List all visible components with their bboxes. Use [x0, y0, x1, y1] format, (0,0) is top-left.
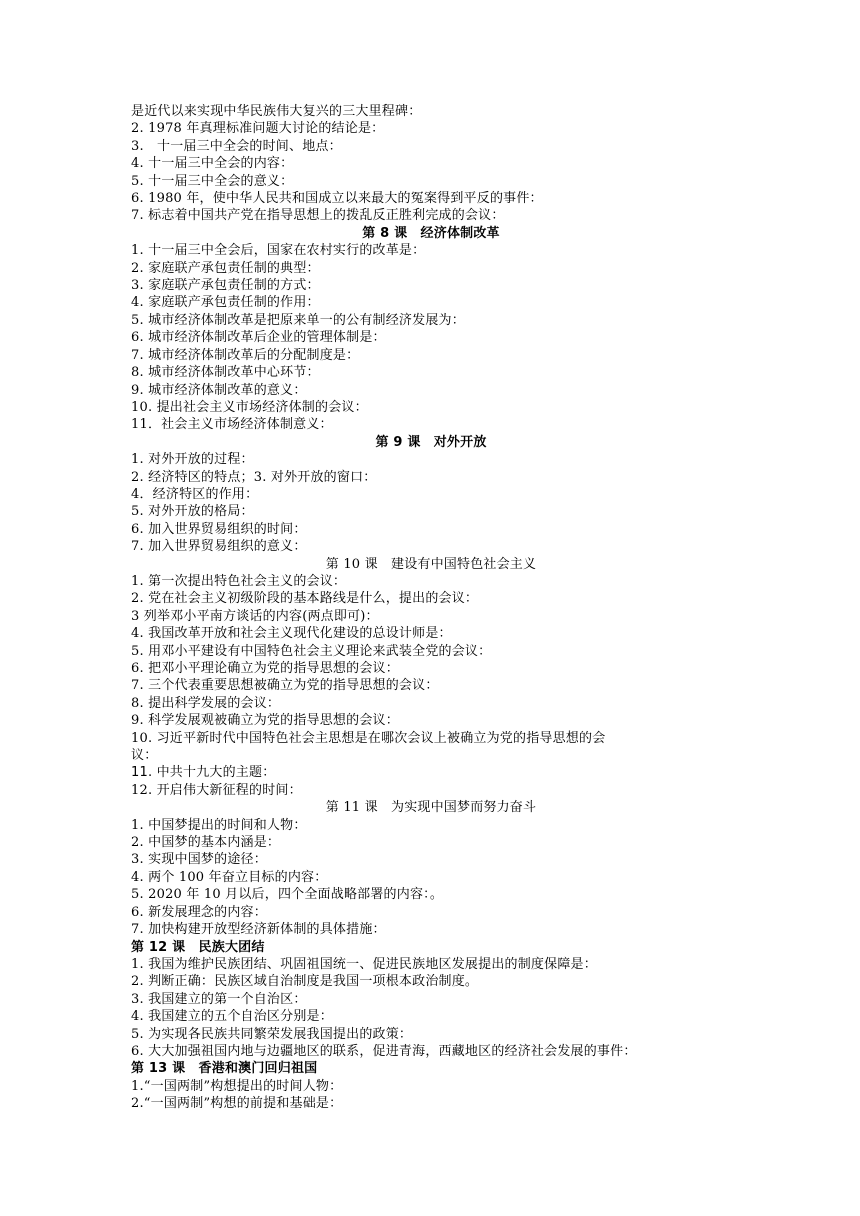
- text-line: 5. 用邓小平建设有中国特色社会主义理论来武装全党的会议：: [131, 643, 492, 659]
- text-line: 5. 为实现各民族共同繁荣发展我国提出的政策：: [131, 1026, 413, 1042]
- lesson-heading: 第 12 课 民族大团结: [131, 939, 265, 955]
- text-line: 2. 经济特区的特点；3. 对外开放的窗口：: [131, 469, 377, 485]
- text-line: 1. 第一次提出特色社会主义的会议：: [131, 573, 347, 589]
- lesson-heading: 第 13 课 香港和澳门回归祖国: [131, 1061, 318, 1077]
- text-line: 3. 实现中国梦的途径：: [131, 852, 267, 868]
- text-line: 2. 家庭联产承包责任制的典型：: [131, 260, 320, 276]
- text-line: 7. 三个代表重要思想被确立为党的指导思想的会议：: [131, 678, 439, 694]
- text-line: 8. 提出科学发展的会议：: [131, 695, 281, 711]
- text-line: 4. 我国改革开放和社会主义现代化建设的总设计师是：: [131, 626, 452, 642]
- text-line: 是近代以来实现中华民族伟大复兴的三大里程碑：: [131, 104, 422, 119]
- text-line: 2. 中国梦的基本内涵是：: [131, 835, 281, 851]
- text-line: 11．社会主义市场经济体制意义：: [131, 417, 333, 433]
- lesson-heading: 第 10 课 建设有中国特色社会主义: [325, 556, 537, 572]
- text-line: 1. 十一届三中全会后，国家在农村实行的改革是：: [131, 243, 426, 259]
- text-line: 3. 家庭联产承包责任制的方式：: [131, 278, 320, 294]
- text-line: 2. 判断正确：民族区域自治制度是我国一项根本政治制度。: [131, 974, 479, 990]
- text-line: 2.“一国两制”构想的前提和基础是：: [131, 1096, 343, 1112]
- text-line: 6. 1980 年，使中华人民共和国成立以来最大的冤案得到平反的事件：: [131, 191, 543, 207]
- text-line: 4. 两个 100 年奋立目标的内容：: [131, 869, 328, 885]
- text-line: 4. 我国建立的五个自治区分别是：: [131, 1009, 333, 1025]
- text-line: 12. 开启伟大新征程的时间：: [131, 782, 302, 798]
- text-line: 3. 我国建立的第一个自治区：: [131, 991, 307, 1007]
- text-line: 4. 家庭联产承包责任制的作用：: [131, 295, 320, 311]
- text-line: 8. 城市经济体制改革中心环节：: [131, 365, 320, 381]
- text-line: 7. 城市经济体制改革后的分配制度是：: [131, 347, 360, 363]
- text-line: 5. 2020 年 10 月以后，四个全面战略部署的内容：。: [131, 887, 444, 903]
- text-line: 6. 加入世界贸易组织的时间：: [131, 521, 307, 537]
- text-line: 5. 城市经济体制改革是把原来单一的公有制经济发展为：: [131, 312, 465, 328]
- text-line: 10. 提出社会主义市场经济体制的会议：: [131, 399, 368, 415]
- text-line: 6. 新发展理念的内容：: [131, 904, 267, 920]
- text-line: 1. 我国为维护民族团结、巩固祖国统一、促进民族地区发展提出的制度保障是：: [131, 956, 597, 972]
- lesson-heading: 第 9 课 对外开放: [375, 434, 487, 450]
- text-line: 9. 科学发展观被确立为党的指导思想的会议：: [131, 713, 399, 729]
- text-line: 1. 对外开放的过程：: [131, 452, 254, 468]
- text-line: 6. 把邓小平理论确立为党的指导思想的会议：: [131, 661, 399, 676]
- text-line: 1. 中国梦提出的时间和人物：: [131, 817, 307, 833]
- text-line: 5. 十一届三中全会的意义：: [131, 173, 294, 189]
- text-line: 7. 加入世界贸易组织的意义：: [131, 539, 307, 555]
- text-line: 3 列举邓小平南方谈话的内容(两点即可)：: [131, 608, 379, 624]
- document-page: [131, 103, 731, 1113]
- text-line: 2. 1978 年真理标准问题大讨论的结论是：: [131, 121, 385, 137]
- text-line: 7. 标志着中国共产党在指导思想上的拨乱反正胜利完成的会议：: [131, 208, 505, 224]
- text-line: 6. 大大加强祖国内地与边疆地区的联系，促进青海，西藏地区的经济社会发展的事件：: [131, 1043, 637, 1059]
- text-line: 1.“一国两制”构想提出的时间人物：: [131, 1078, 343, 1094]
- lesson-heading: 第 11 课 为实现中国梦而努力奋斗: [325, 800, 537, 816]
- text-line: 9. 城市经济体制改革的意义：: [131, 382, 307, 398]
- text-line: 7. 加快构建开放型经济新体制的具体措施：: [131, 922, 386, 938]
- text-line: 10. 习近平新时代中国特色社会主思想是在哪次会议上被确立为党的指导思想的会: [131, 730, 606, 746]
- text-line: 5. 对外开放的格局：: [131, 504, 254, 520]
- text-line: 4．经济特区的作用：: [131, 486, 259, 502]
- text-line: 2. 党在社会主义初级阶段的基本路线是什么，提出的会议：: [131, 591, 479, 607]
- lesson-heading: 第 8 课 经济体制改革: [362, 225, 500, 241]
- text-line: 议：: [131, 748, 158, 764]
- text-line: 6. 城市经济体制改革后企业的管理体制是：: [131, 330, 386, 346]
- text-line: 4. 十一届三中全会的内容：: [131, 156, 294, 172]
- text-line: 3. 十一届三中全会的时间、地点：: [131, 138, 342, 154]
- text-line: 11. 中共十九大的主题：: [131, 765, 276, 781]
